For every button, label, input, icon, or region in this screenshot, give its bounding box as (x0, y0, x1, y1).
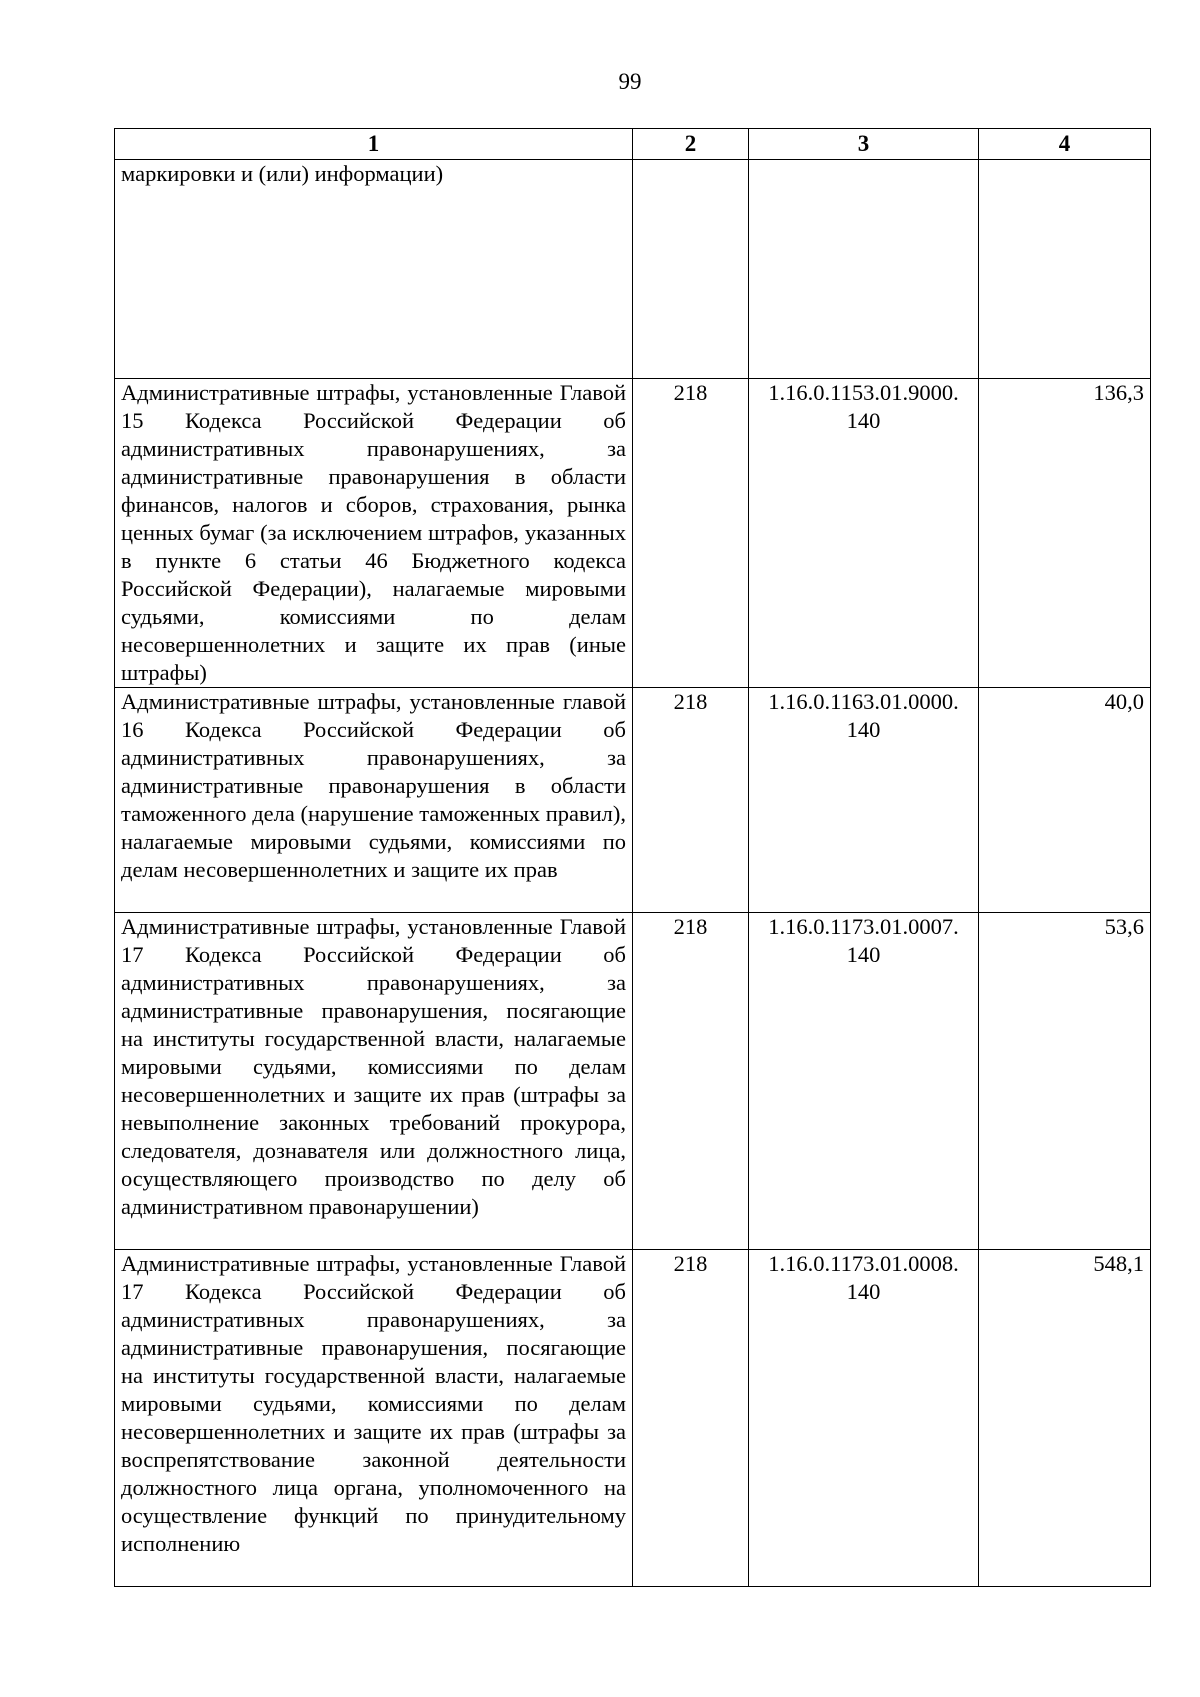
row-budget-code-cell (749, 1250, 979, 1587)
row-admin-code: 218 (633, 379, 749, 688)
row-budget-code-line2: 140 (846, 717, 881, 742)
row-budget-code-line1: 1.16.0.1173.01.0008. (768, 1251, 959, 1276)
row-amount: 53,6 (979, 913, 1151, 1250)
page-number: 99 (618, 69, 642, 94)
row-description-cell (115, 913, 633, 1250)
budget-table (114, 128, 1151, 1587)
row-description-cell (115, 1250, 633, 1587)
row-budget-code-cell (749, 913, 979, 1250)
row-description: Административные штрафы, установленные Главой 17 Кодекса Российской Федерации об административных правонарушениях, за административные правонарушения, посягающие на институты государственной власти, налагаемые мировыми судьями, комиссиями по делам несовершеннолетних и защите их прав (штрафы за невыполнение законных требований прокурора, следователя, дознавателя или должностного лица, осуществляющего производство по делу об административном правонарушении) (121, 914, 626, 1219)
row-budget-code-line1: 1.16.0.1153.01.9000. (768, 380, 959, 405)
row-amount: 548,1 (979, 1250, 1151, 1587)
row-description: Административные штрафы, установленные Главой 15 Кодекса Российской Федерации об административных правонарушениях, за административные правонарушения в области финансов, налогов и сборов, страхования, рынка ценных бумаг (за исключением штрафов, указанных в пункте 6 статьи 46 Бюджетного кодекса Российской Федерации), налагаемые мировыми судьями, комиссиями по делам несовершеннолетних и защите их прав (иные штрафы) (121, 380, 626, 685)
row-admin-code: 218 (633, 1250, 749, 1587)
row-admin-code: 218 (633, 913, 749, 1250)
row-description: маркировки и (или) информации) (121, 161, 444, 186)
row-budget-code-line1: 1.16.0.1173.01.0007. (768, 914, 959, 939)
row-amount (979, 160, 1151, 379)
row-admin-code (633, 160, 749, 379)
column-header-4: 4 (979, 129, 1151, 160)
table-row (115, 688, 1151, 913)
table-row (115, 1250, 1151, 1587)
row-amount: 136,3 (979, 379, 1151, 688)
row-budget-code-cell (749, 688, 979, 913)
row-admin-code: 218 (633, 688, 749, 913)
table-row (115, 379, 1151, 688)
table-row (115, 913, 1151, 1250)
row-description-cell (115, 379, 633, 688)
column-header-3: 3 (749, 129, 979, 160)
row-budget-code-cell (749, 379, 979, 688)
row-budget-code-line1: 1.16.0.1163.01.0000. (768, 689, 959, 714)
column-header-1: 1 (115, 129, 633, 160)
row-budget-code-cell (749, 160, 979, 379)
row-budget-code-line2: 140 (846, 1279, 881, 1304)
row-budget-code-line2: 140 (846, 408, 881, 433)
row-amount: 40,0 (979, 688, 1151, 913)
row-description: Административные штрафы, установленные Главой 17 Кодекса Российской Федерации об административных правонарушениях, за административные правонарушения, посягающие на институты государственной власти, налагаемые мировыми судьями, комиссиями по делам несовершеннолетних и защите их прав (штрафы за воспрепятствование законной деятельности должностного лица органа, уполномоченного на осуществление функций по принудительному исполнению (121, 1251, 626, 1556)
table-row (115, 160, 1151, 379)
row-description-cell (115, 688, 633, 913)
table-header-row (115, 129, 1151, 160)
row-description: Административные штрафы, установленные главой 16 Кодекса Российской Федерации об административных правонарушениях, за административные правонарушения в области таможенного дела (нарушение таможенных правил), налагаемые мировыми судьями, комиссиями по делам несовершеннолетних и защите их прав (121, 689, 626, 882)
row-budget-code-line2: 140 (846, 942, 881, 967)
row-description-cell (115, 160, 633, 379)
column-header-2: 2 (633, 129, 749, 160)
